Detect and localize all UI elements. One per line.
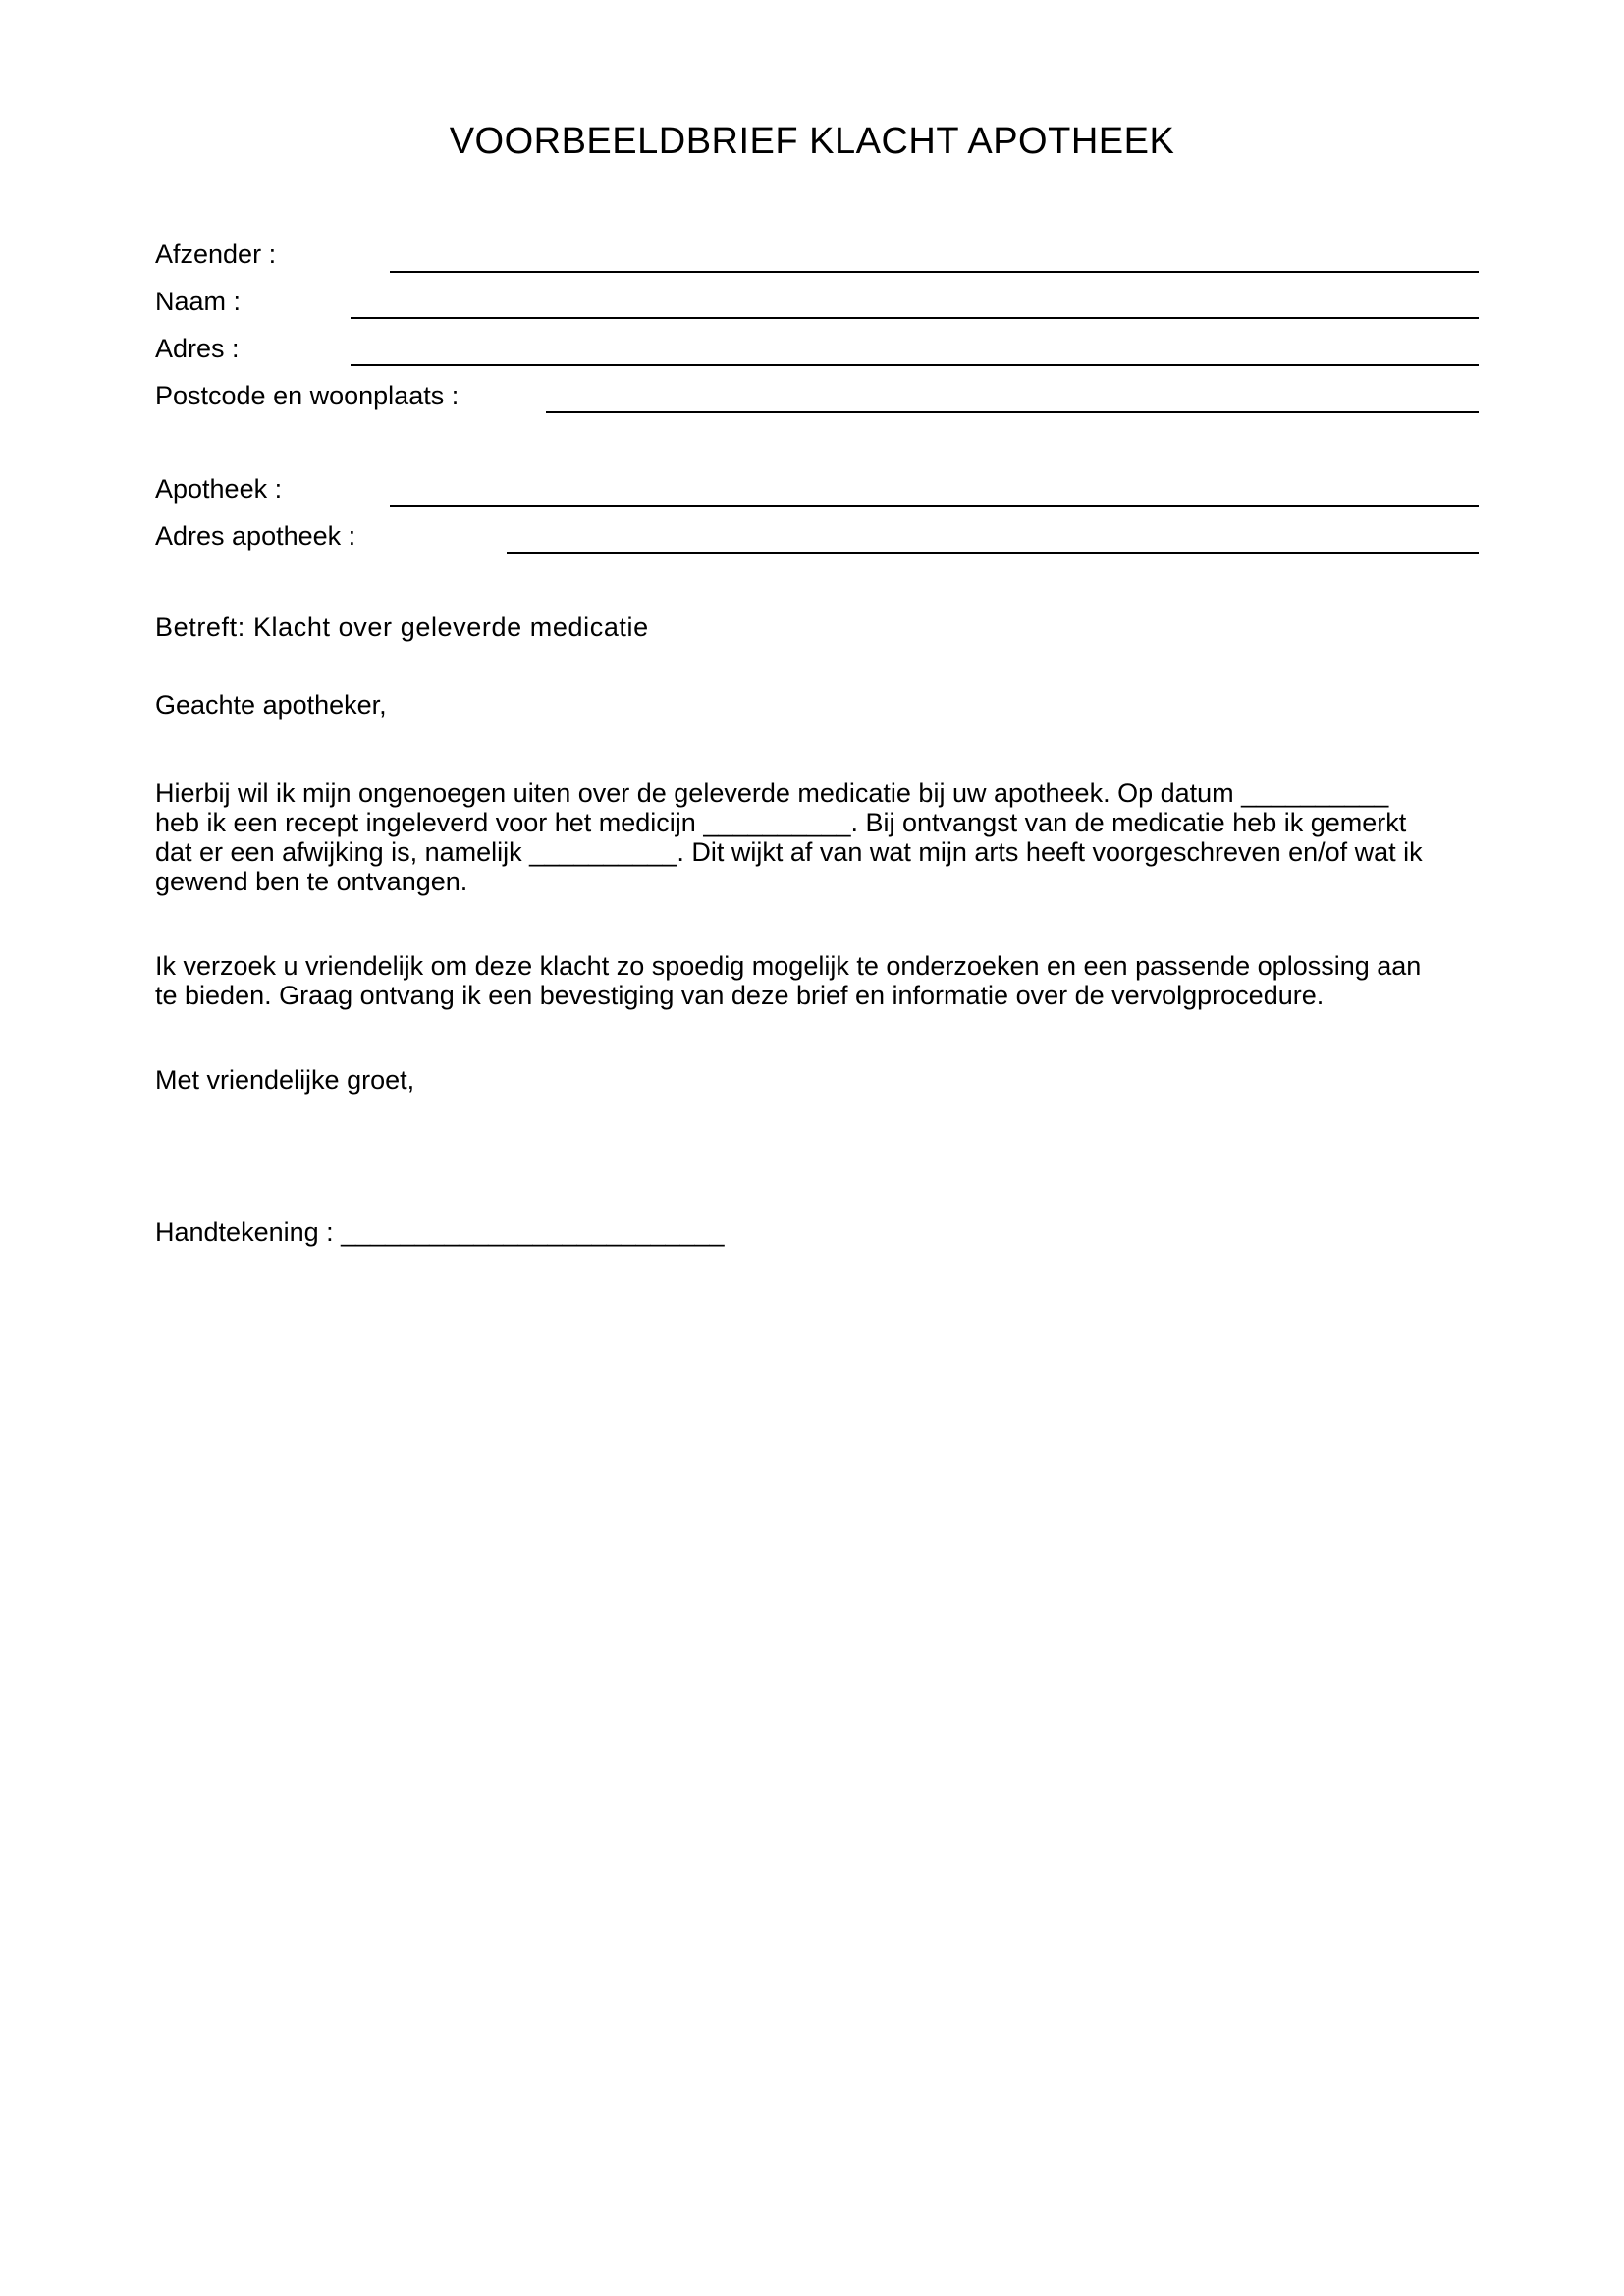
postcode-line [546,411,1479,413]
paragraph-1-line-2: heb ik een recept ingeleverd voor het medicijn __________. Bij ontvangst van de medicatie heb ik gemerkt [155,808,1407,837]
paragraph-2-line-2: te bieden. Graag ontvang ik een bevestiging van deze brief en informatie over de vervolgprocedure. [155,981,1325,1010]
adres-label: Adres : [155,334,240,363]
naam-label: Naam : [155,287,242,316]
paragraph-1-line-4: gewend ben te ontvangen. [155,867,468,896]
apotheek-label: Apotheek : [155,474,283,504]
afzender-line [390,271,1479,273]
adres-apotheek-label: Adres apotheek : [155,521,356,551]
afzender-label: Afzender : [155,240,277,269]
closing: Met vriendelijke groet, [155,1065,415,1095]
adres-apotheek-line [507,552,1479,554]
adres-line [351,364,1479,366]
paragraph-1-line-1: Hierbij wil ik mijn ongenoegen uiten over de geleverde medicatie bij uw apotheek. Op datum __________ [155,778,1389,808]
naam-line [351,317,1479,319]
paragraph-2-line-1: Ik verzoek u vriendelijk om deze klacht zo spoedig mogelijk te onderzoeken en een passende oplossing aan [155,951,1422,981]
subject-line: Betreft: Klacht over geleverde medicatie [155,613,649,642]
apotheek-line [390,505,1479,507]
postcode-label: Postcode en woonplaats : [155,381,460,410]
salutation: Geachte apotheker, [155,690,387,720]
signature-line: Handtekening : __________________________ [155,1217,725,1247]
paragraph-1-line-3: dat er een afwijking is, namelijk __________. Dit wijkt af van wat mijn arts heeft voorgeschreven en/of wat ik [155,837,1423,867]
letter-title: VOORBEELDBRIEF KLACHT APOTHEEK [449,121,1175,162]
